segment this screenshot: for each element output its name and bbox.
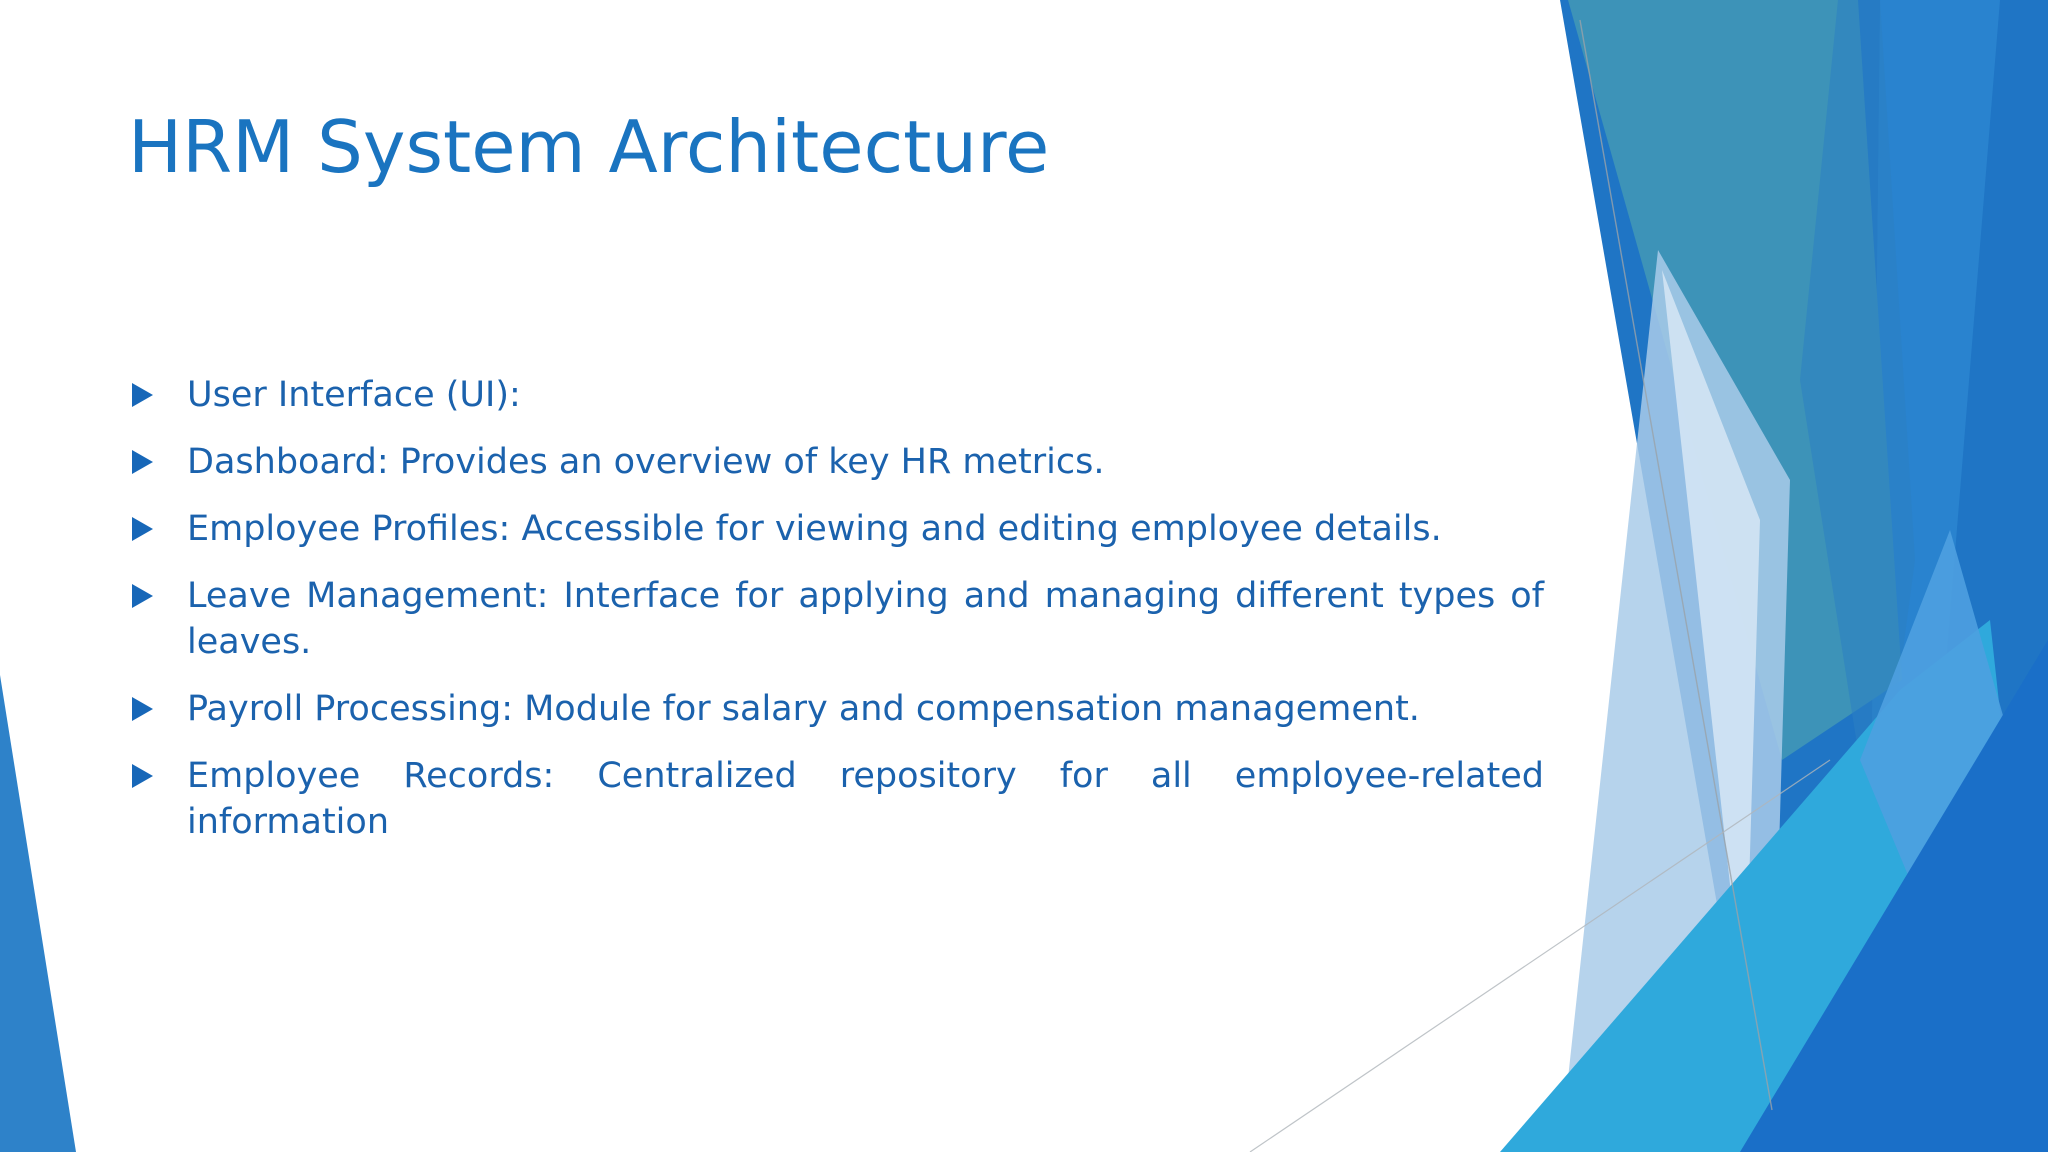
bullet-item-employee-records [128, 753, 1544, 845]
slide-title: HRM System Architecture [128, 105, 1050, 189]
bullet-item-payroll-processing [128, 686, 1544, 732]
triangle-bullet-icon [132, 383, 153, 407]
bullet-text: Leave Management: Interface for applying and managing different types of leaves. [187, 576, 1544, 662]
bullet-text: Employee Records: Centralized repository for all employee-related information [187, 756, 1544, 842]
bullet-text: Employee Profiles: Accessible for viewing and editing employee details. [187, 509, 1442, 549]
bullet-text: Dashboard: Provides an overview of key HR metrics. [187, 442, 1105, 482]
triangle-bullet-icon [132, 450, 153, 474]
bullet-text: User Interface (UI): [187, 375, 521, 415]
bullet-item-leave-management [128, 573, 1544, 665]
triangle-bullet-icon [132, 697, 153, 721]
bullet-item-user-interface [128, 372, 1544, 418]
left-edge-facet [0, 675, 76, 1152]
triangle-bullet-icon [132, 584, 153, 608]
bullet-list [128, 372, 1544, 866]
bullet-item-dashboard [128, 439, 1544, 485]
triangle-bullet-icon [132, 517, 153, 541]
bullet-item-employee-profiles [128, 506, 1544, 552]
bullet-text: Payroll Processing: Module for salary and compensation management. [187, 689, 1420, 729]
triangle-bullet-icon [132, 764, 153, 788]
